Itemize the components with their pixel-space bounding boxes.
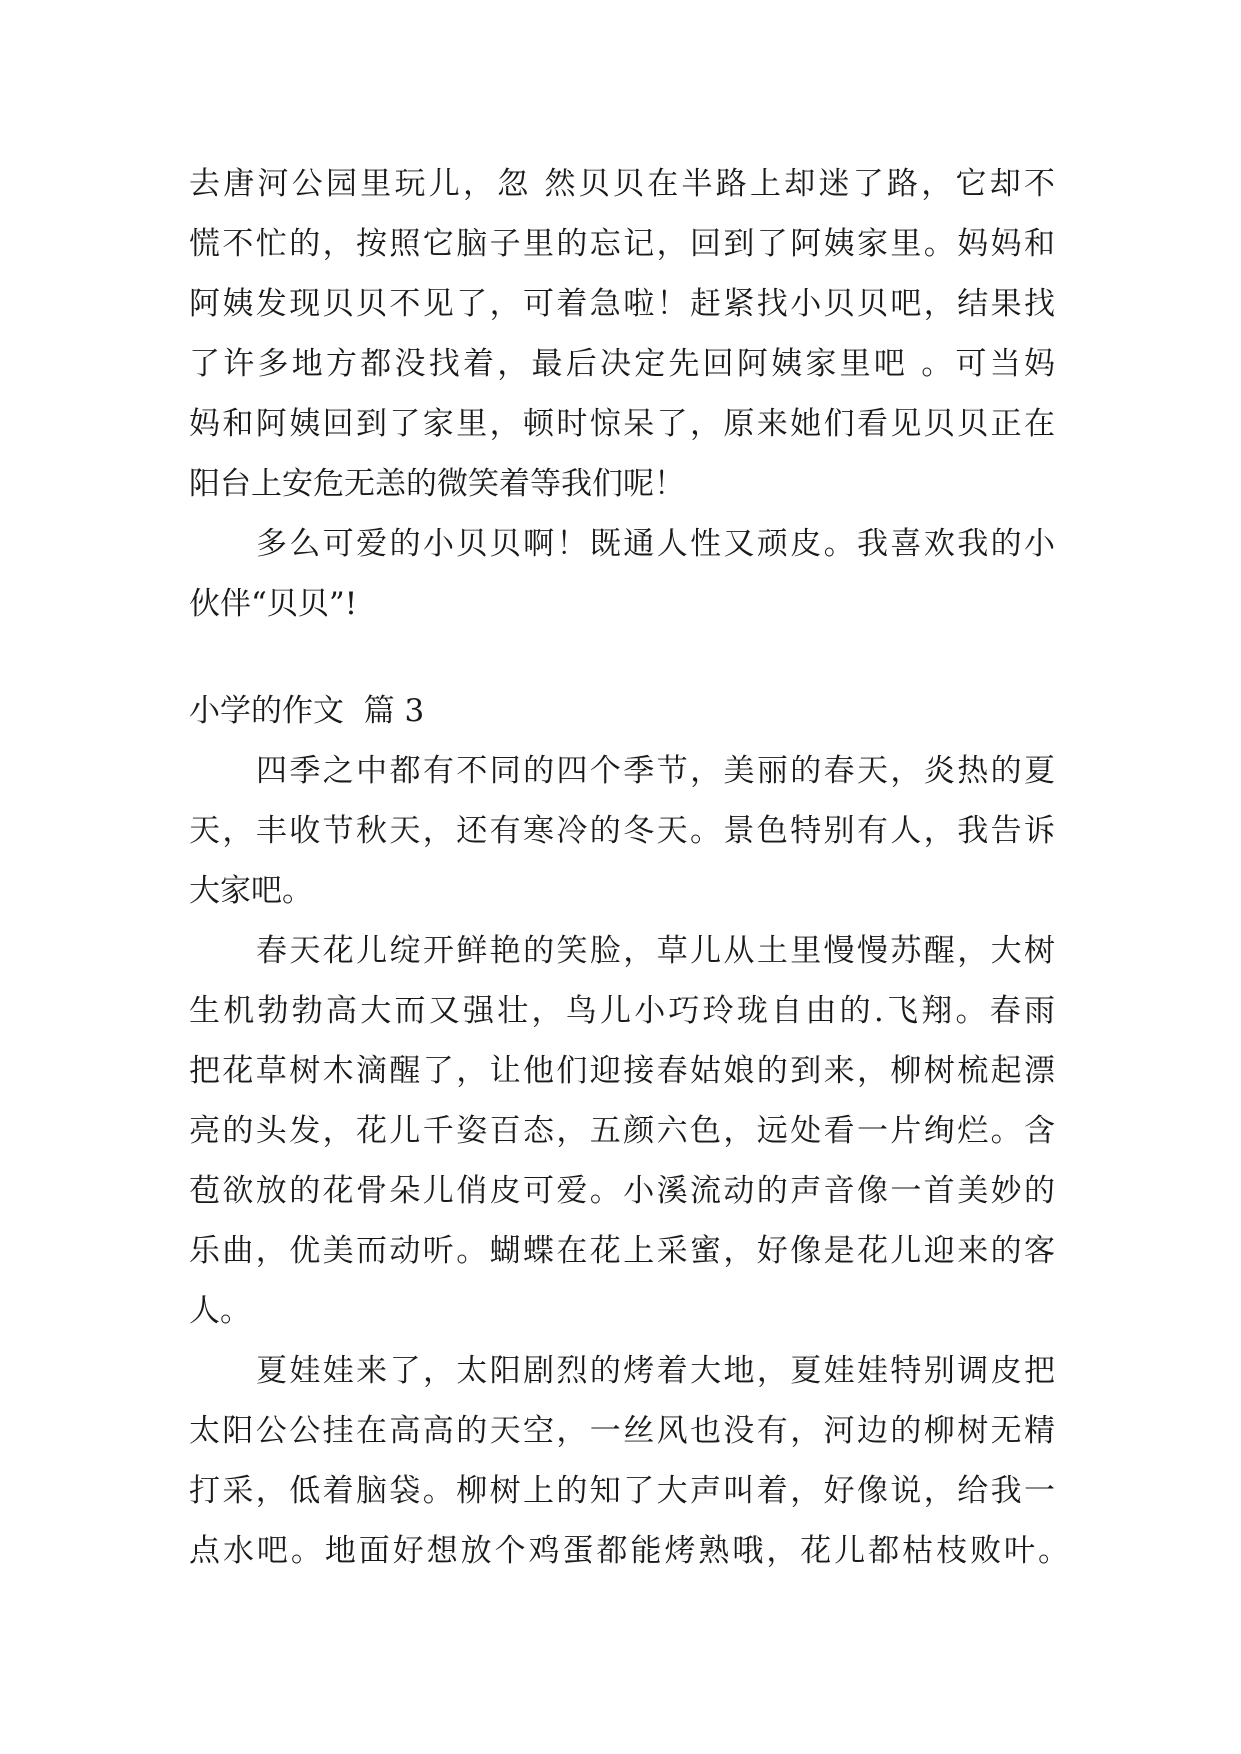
text-line: 把花草树木滴醒了，让他们迎接春姑娘的到来，柳树梳起漂 [189, 1053, 1055, 1089]
text-line: 春天花儿绽开鲜艳的笑脸，草儿从土里慢慢苏醒，大树 [256, 933, 1055, 969]
text-line: 阿姨发现贝贝不见了，可着急啦！赶紧找小贝贝吧，结果找 [189, 286, 1055, 322]
text-line: 天，丰收节秋天，还有寒冷的冬天。景色特别有人，我告诉 [189, 813, 1055, 849]
text-line: 去唐河公园里玩儿，忽 然贝贝在半路上却迷了路，它却不 [189, 166, 1055, 202]
paragraph-summer [189, 1341, 1069, 1581]
text-line: 太阳公公挂在高高的天空，一丝风也没有，河边的柳树无精 [189, 1413, 1055, 1449]
text-line: 慌不忙的，按照它脑子里的忘记，回到了阿姨家里。妈妈和 [189, 226, 1055, 262]
text-line: 多么可爱的小贝贝啊！既通人性又顽皮。我喜欢我的小 [256, 526, 1055, 562]
text-line: 了许多地方都没找着，最后决定先回阿姨家里吧 。可当妈 [189, 346, 1055, 382]
paragraph-continued [189, 154, 1055, 514]
text-line: 阳台上安危无恙的微笑着等我们呢！ [189, 466, 685, 502]
text-line: 苞欲放的花骨朵儿俏皮可爱。小溪流动的声音像一首美妙的 [189, 1173, 1055, 1209]
text-line: 生机勃勃高大而又强壮，鸟儿小巧玲珑自由的.飞翔。春雨 [189, 993, 1055, 1029]
text-line: 打采，低着脑袋。柳树上的知了大声叫着，好像说，给我一 [189, 1473, 1055, 1509]
text-line: 人。 [189, 1293, 251, 1329]
text-line: 夏娃娃来了，太阳剧烈的烤着大地，夏娃娃特别调皮把 [256, 1353, 1055, 1389]
text-line: 妈和阿姨回到了家里，顿时惊呆了，原来她们看见贝贝正在 [189, 406, 1055, 442]
section-heading: 小学的作文 篇 3 [189, 693, 425, 729]
paragraph-seasons-intro [189, 741, 1055, 921]
text-line: 大家吧。 [189, 873, 313, 909]
text-line: 四季之中都有不同的四个季节，美丽的春天，炎热的夏 [256, 753, 1055, 789]
document-body [189, 154, 1069, 1581]
paragraph-spring [189, 921, 1055, 1341]
text-line: 伙伴“贝贝”! [189, 586, 358, 622]
text-line: 亮的头发，花儿千姿百态，五颜六色，远处看一片绚烂。含 [189, 1113, 1055, 1149]
text-line: 点水吧。地面好想放个鸡蛋都能烤熟哦，花儿都枯枝败叶。 [189, 1533, 1069, 1569]
paragraph-closing [189, 514, 1055, 634]
text-line: 乐曲，优美而动听。蝴蝶在花上采蜜，好像是花儿迎来的客 [189, 1233, 1055, 1269]
